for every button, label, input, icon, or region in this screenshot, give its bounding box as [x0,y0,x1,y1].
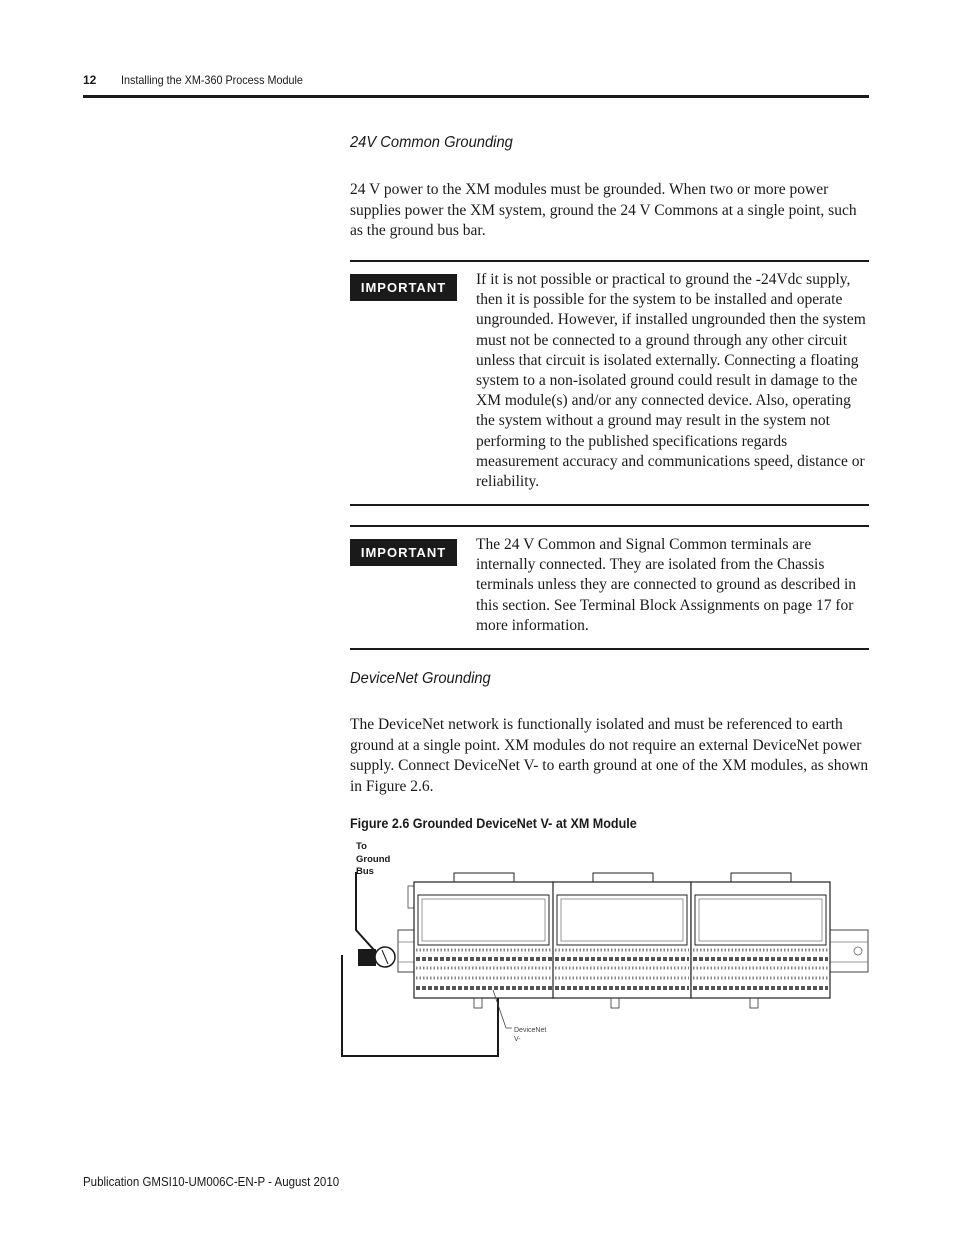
important-2-badge: IMPORTANT [350,539,457,566]
section-paragraph-devicenet: The DeviceNet network is functionally isolated and must be referenced to earth ground at a single point. XM modules do not require an external DeviceNet power supply. Connect DeviceNet V- to earth ground at one of the XM modules, as shown in Figure 2.6. [350,716,869,795]
callout-v-minus-label: V- [514,1036,521,1043]
important-1-bottom-rule [350,504,869,506]
running-header-title: Installing the XM-360 Process Module [121,73,303,87]
to-ground-bus-label: To Ground Bus [356,841,391,877]
xm-module-3 [691,873,830,1008]
grounded-devicenet-diagram [338,838,873,1063]
section-paragraph-24v: 24 V power to the XM modules must be grounded. When two or more power supplies power the XM system, ground the 24 V Commons at a single point, such as the ground bus bar. [350,181,857,239]
xm-module-1 [414,873,554,1008]
important-1-badge: IMPORTANT [350,274,457,301]
header-rule [83,95,869,98]
callout-devicenet-label: DeviceNet [514,1027,547,1034]
ground-bus-block [358,949,376,966]
important-1-text: If it is not possible or practical to ground the -24Vdc supply, then it is possible for the system to be installed and operate ungrounded. However, if installed ungrounded then the system must not be connected to a ground through any other circuit unless that circuit is isolated externally. Connecting a floating system to a non-isolated ground could result in damage to the XM module(s) and/or any connected device. Also, operating the system without a ground may result in the system not performing to the published specifications regards measurement accuracy and communications speed, distance or reliability. [476,271,866,491]
important-2-text: The 24 V Common and Signal Common terminals are internally connected. They are isolated from the Chassis terminals unless they are connected to ground as described in this section. See Terminal Block Assignments on page 17 for more information. [476,536,857,634]
xm-module-2 [553,873,691,1008]
page-number: 12 [83,73,97,87]
important-1-top-rule [350,260,869,262]
section-heading-devicenet: DeviceNet Grounding [350,670,491,687]
important-2-top-rule [350,525,869,527]
important-2-bottom-rule [350,648,869,650]
publication-footer: Publication GMSI10-UM006C-EN-P - August 2010 [83,1175,340,1189]
section-heading-24v: 24V Common Grounding [350,134,513,151]
figure-caption: Figure 2.6 Grounded DeviceNet V- at XM Module [350,816,637,831]
